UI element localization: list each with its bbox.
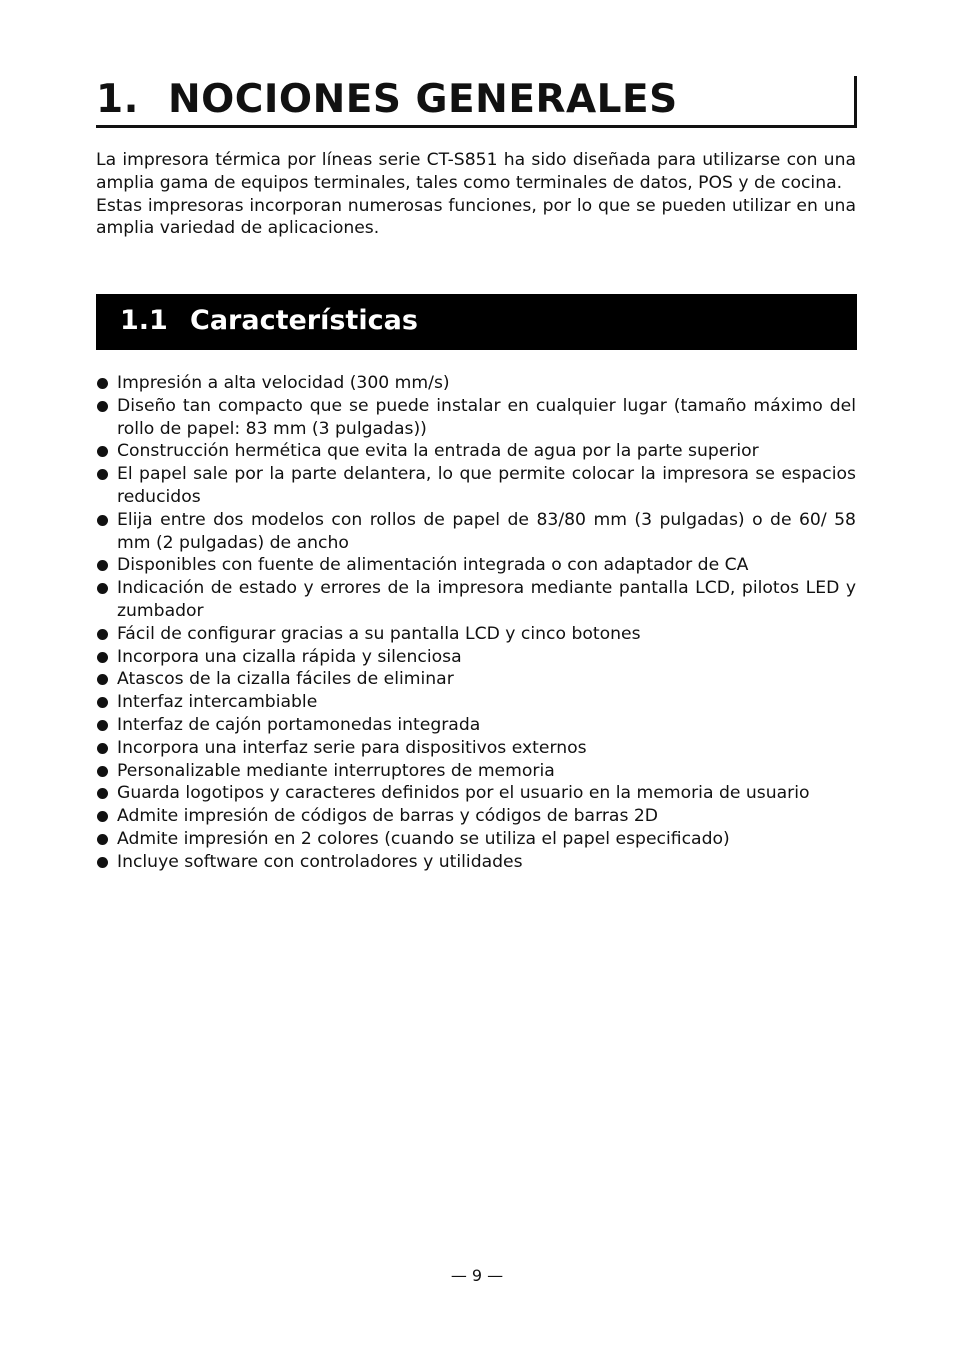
bullet-icon xyxy=(97,446,108,457)
chapter-header xyxy=(96,76,857,128)
list-item xyxy=(96,372,856,395)
chapter-number: 1. xyxy=(96,77,139,122)
feature-text: Interfaz intercambiable xyxy=(117,692,318,713)
feature-text: Admite impresión en 2 colores (cuando se utiliza el papel especificado) xyxy=(117,828,730,849)
list-item xyxy=(96,577,856,623)
feature-text: Personalizable mediante interruptores de memoria xyxy=(117,760,555,781)
bullet-icon xyxy=(97,788,108,799)
page-number: — 9 — xyxy=(450,1266,504,1285)
feature-text: El papel sale por la parte delantera, lo que permite colocar la impresora se espacios reducidos xyxy=(117,464,856,507)
list-item xyxy=(96,714,856,737)
feature-text: Elija entre dos modelos con rollos de papel de 83/80 mm (3 pulgadas) o de 60/ 58 mm (2 pulgadas) de ancho xyxy=(117,509,856,553)
list-item xyxy=(96,805,856,828)
list-item xyxy=(96,737,856,760)
feature-text: Indicación de estado y errores de la impresora mediante pantalla LCD, pilotos LED y zumbador xyxy=(117,578,856,621)
feature-text: Incluye software con controladores y utilidades xyxy=(117,851,523,872)
section-header xyxy=(96,294,857,350)
list-item xyxy=(96,554,856,577)
bullet-icon xyxy=(97,515,108,526)
list-item xyxy=(96,646,856,669)
bullet-icon xyxy=(97,766,108,777)
list-item xyxy=(96,828,856,851)
feature-text: Disponibles con fuente de alimentación integrada o con adaptador de CA xyxy=(117,555,749,576)
section-title-text: Características xyxy=(190,305,418,336)
bullet-icon xyxy=(97,697,108,708)
bullet-icon xyxy=(97,629,108,640)
section-title xyxy=(120,294,418,348)
feature-text: Impresión a alta velocidad (300 mm/s) xyxy=(117,373,450,393)
bullet-icon xyxy=(97,834,108,845)
list-item xyxy=(96,782,856,805)
list-item xyxy=(96,851,856,874)
feature-text: Construcción hermética que evita la entrada de agua por la parte superior xyxy=(117,441,759,462)
feature-text: Incorpora una cizalla rápida y silenciosa xyxy=(117,646,462,667)
bullet-icon xyxy=(97,652,108,663)
intro-paragraph: Estas impresoras incorporan numerosas funciones, por lo que se pueden utilizar en una amplia variedad de aplicaciones. xyxy=(96,195,856,239)
intro-text xyxy=(96,149,856,240)
chapter-title xyxy=(96,78,678,122)
list-item xyxy=(96,395,856,441)
feature-text: Guarda logotipos y caracteres definidos por el usuario en la memoria de usuario xyxy=(117,783,810,804)
feature-text: Atascos de la cizalla fáciles de eliminar xyxy=(117,669,454,690)
intro-paragraph: La impresora térmica por líneas serie CT-S851 ha sido diseñada para utilizarse con una amplia gama de equipos terminales, tales como terminales de datos, POS y de cocina. xyxy=(96,150,856,193)
section-number: 1.1 xyxy=(120,305,168,336)
bullet-icon xyxy=(97,583,108,594)
bullet-icon xyxy=(97,720,108,731)
bullet-icon xyxy=(97,743,108,754)
list-item xyxy=(96,668,856,691)
bullet-icon xyxy=(97,560,108,571)
list-item xyxy=(96,463,856,509)
list-item xyxy=(96,623,856,646)
bullet-icon xyxy=(97,401,108,412)
bullet-icon xyxy=(97,811,108,822)
list-item xyxy=(96,509,856,555)
bullet-icon xyxy=(97,378,108,389)
list-item xyxy=(96,440,856,463)
feature-text: Interfaz de cajón portamonedas integrada xyxy=(117,714,481,735)
feature-list xyxy=(96,372,856,874)
bullet-icon xyxy=(97,469,108,480)
bullet-icon xyxy=(97,857,108,868)
list-item xyxy=(96,691,856,714)
feature-text: Fácil de configurar gracias a su pantalla LCD y cinco botones xyxy=(117,623,641,644)
feature-text: Incorpora una interfaz serie para dispositivos externos xyxy=(117,737,587,758)
feature-text: Diseño tan compacto que se puede instalar en cualquier lugar (tamaño máximo del rollo de papel: 83 mm (3 pulgadas)) xyxy=(117,395,856,439)
chapter-title-text: NOCIONES GENERALES xyxy=(168,77,678,122)
bullet-icon xyxy=(97,674,108,685)
list-item xyxy=(96,760,856,783)
feature-text: Admite impresión de códigos de barras y códigos de barras 2D xyxy=(117,806,659,827)
